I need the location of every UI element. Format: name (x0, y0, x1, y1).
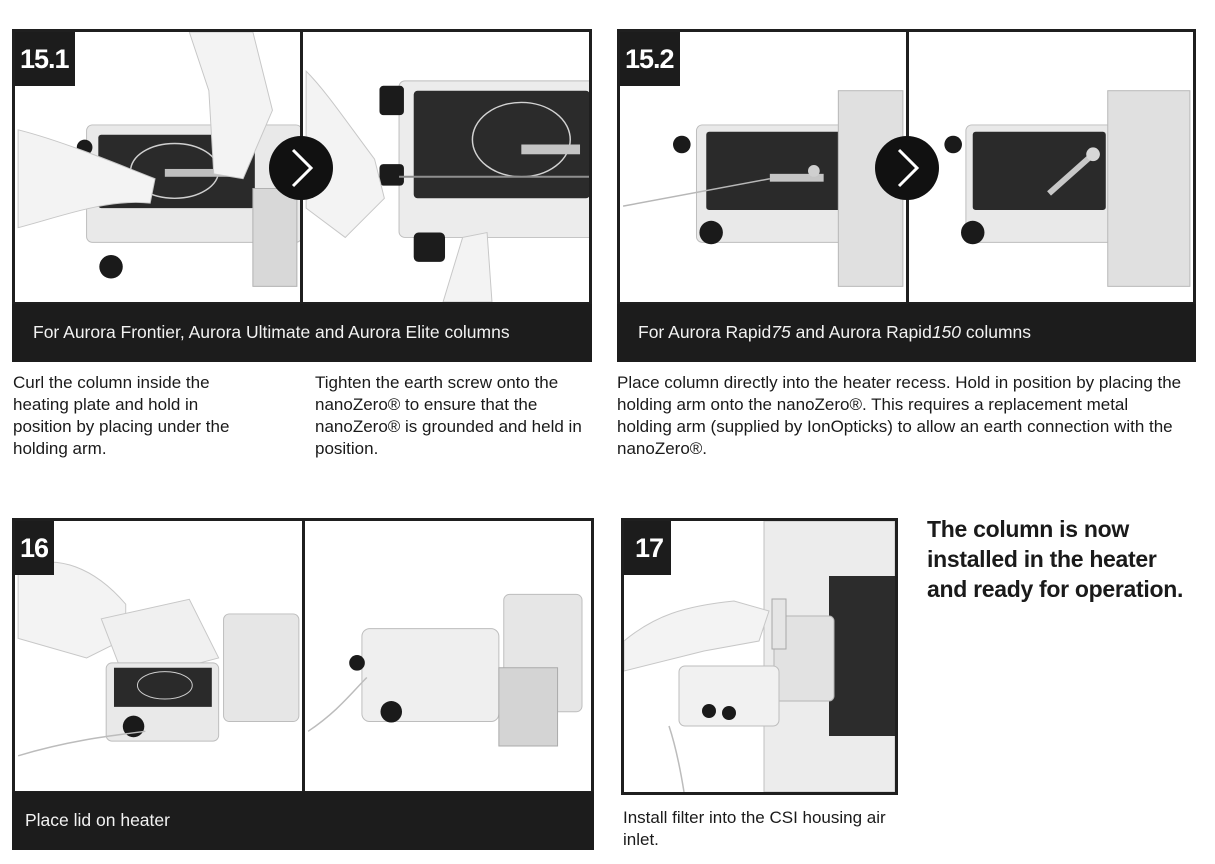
step-15-2-caption (617, 304, 1196, 362)
step-badge: 16 (15, 521, 54, 575)
step-15-1-desc-left: Curl the column inside the heating plate and hold in position by placing under the holding arm. (13, 373, 230, 458)
holding-arm-illustration (909, 32, 1193, 302)
step-16-panel (12, 518, 594, 794)
photo-15-1-right (303, 32, 589, 302)
step-17-panel (621, 518, 898, 795)
photo-16-left (15, 521, 302, 791)
lid-placement-illustration (15, 521, 302, 791)
completion-note: The column is now installed in the heater and ready for operation. (927, 516, 1184, 602)
step-17-desc: Install filter into the CSI housing air inlet. (623, 808, 886, 849)
caption-text: and Aurora Rapid (790, 322, 932, 342)
photo-16-right (305, 521, 591, 791)
caption-text: columns (961, 322, 1032, 342)
step-15-1-desc-right: Tighten the earth screw onto the nanoZero® to ensure that the nanoZero® is grounded and held in position. (315, 373, 582, 458)
closed-heater-illustration (305, 521, 591, 791)
chevron-right-icon (269, 136, 333, 200)
step-badge: 15.2 (620, 32, 680, 86)
step-15-2-desc: Place column directly into the heater recess. Hold in position by placing the holding arm onto the nanoZero®. This requires a replacement metal holding arm (supplied by IonOpticks) to allow an earth connection with the nanoZero®. (617, 373, 1182, 458)
caption-number: 150 (931, 322, 962, 342)
step-16-caption: Place lid on heater (12, 792, 594, 850)
step-15-1-caption: For Aurora Frontier, Aurora Ultimate and Aurora Elite columns (12, 304, 592, 362)
caption-text: For Aurora Rapid (638, 322, 772, 342)
photo-15-2-right (909, 32, 1193, 302)
step-badge: 15.1 (15, 32, 75, 86)
step-badge: 17 (624, 521, 671, 575)
earth-screw-illustration (303, 32, 589, 302)
caption-number: 75 (771, 322, 791, 342)
chevron-right-icon (875, 136, 939, 200)
